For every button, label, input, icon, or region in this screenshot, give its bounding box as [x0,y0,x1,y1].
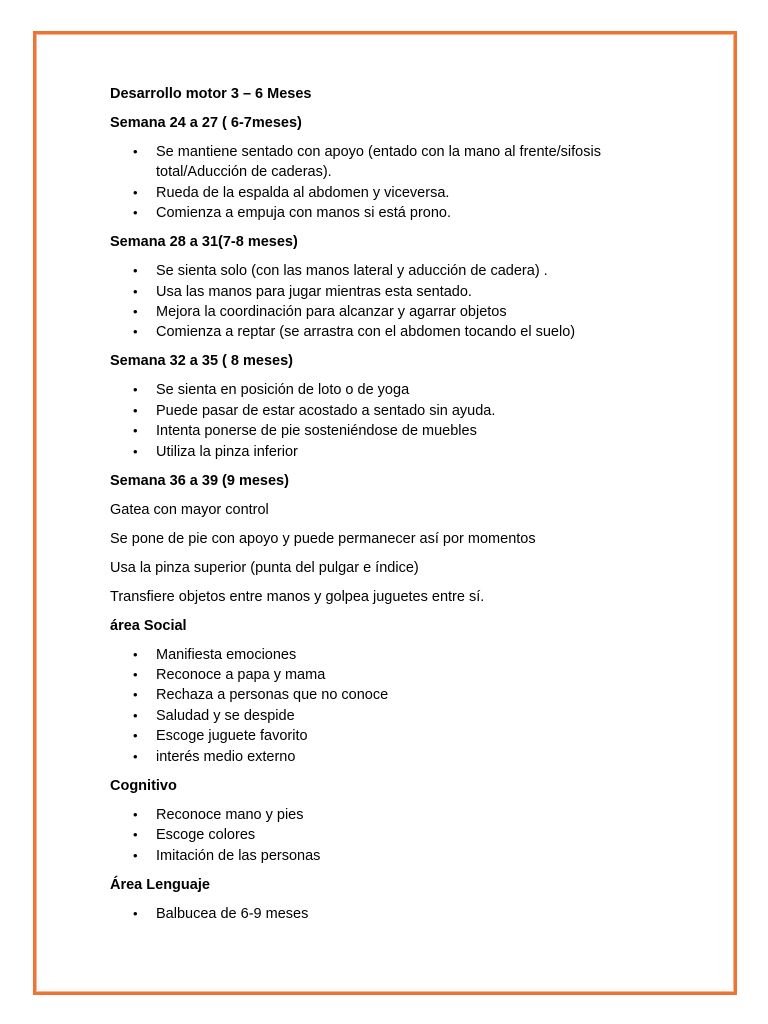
bullet-list [110,904,670,924]
bullet-icon: • [133,263,138,279]
list-item: • Utiliza la pinza inferior [110,442,670,462]
list-item: • Manifiesta emociones [110,645,670,665]
list-item: • interés medio externo [110,747,670,767]
bullet-list [110,380,670,462]
section-heading: Cognitivo [110,777,177,794]
bullet-icon: • [133,324,138,340]
bullet-icon: • [133,382,138,398]
list-item: • Usa las manos para jugar mientras esta sentado. [110,282,670,302]
list-item: • Escoge colores [110,825,670,845]
document-title: Desarrollo motor 3 – 6 Meses [110,86,312,102]
paragraph: Usa la pinza superior (punta del pulgar e índice) [110,559,419,576]
bullet-icon: • [133,748,138,764]
list-item: • Balbucea de 6-9 meses [110,904,670,924]
list-item: • Intenta ponerse de pie sosteniéndose de muebles [110,421,670,441]
bullet-icon: • [133,646,138,662]
paragraph: Se pone de pie con apoyo y puede permanecer así por momentos [110,530,536,547]
bullet-icon: • [133,806,138,822]
bullet-icon: • [133,443,138,459]
list-item: • Saludad y se despide [110,706,670,726]
bullet-list [110,142,670,224]
bullet-icon: • [133,728,138,744]
list-item: • Se sienta en posición de loto o de yoga [110,380,670,400]
bullet-icon: • [133,283,138,299]
list-item: • Rechaza a personas que no conoce [110,685,670,705]
section-heading: Semana 24 a 27 ( 6-7meses) [110,115,302,131]
bullet-icon: • [133,184,138,200]
bullet-icon: • [133,847,138,863]
bullet-icon: • [133,402,138,418]
bullet-icon: • [133,205,138,221]
bullet-list [110,645,670,767]
bullet-icon: • [133,667,138,683]
document-body [110,84,670,933]
section-heading: Área Lenguaje [110,876,210,893]
section-heading: Semana 28 a 31(7-8 meses) [110,234,298,251]
section-heading: Semana 32 a 35 ( 8 meses) [110,353,293,370]
list-item: • Reconoce mano y pies [110,805,670,825]
bullet-icon: • [133,687,138,703]
section-heading: Semana 36 a 39 (9 meses) [110,472,289,489]
list-item: • Comienza a empuja con manos si está prono. [110,203,670,223]
bullet-icon: • [133,304,138,320]
paragraph: Gatea con mayor control [110,501,269,518]
bullet-list [110,805,670,866]
bullet-icon: • [133,707,138,723]
list-item: • Escoge juguete favorito [110,726,670,746]
bullet-icon: • [133,144,138,159]
list-item: • Comienza a reptar (se arrastra con el abdomen tocando el suelo) [110,322,670,342]
list-item: • Rueda de la espalda al abdomen y viceversa. [110,183,670,203]
list-item: • Mejora la coordinación para alcanzar y agarrar objetos [110,302,670,322]
paragraph: Transfiere objetos entre manos y golpea juguetes entre sí. [110,588,485,605]
section-heading: área Social [110,617,187,634]
bullet-icon: • [133,423,138,439]
list-item: • Reconoce a papa y mama [110,665,670,685]
list-item: • Puede pasar de estar acostado a sentado sin ayuda. [110,401,670,421]
list-item: • Se mantiene sentado con apoyo (entado con la mano al frente/sifosis total/Aducción de caderas). [133,144,601,181]
list-item: • Se sienta solo (con las manos lateral y aducción de cadera) . [110,261,670,281]
bullet-icon: • [133,827,138,843]
bullet-list [110,261,670,343]
bullet-icon: • [133,905,138,921]
list-item: • Imitación de las personas [110,846,670,866]
